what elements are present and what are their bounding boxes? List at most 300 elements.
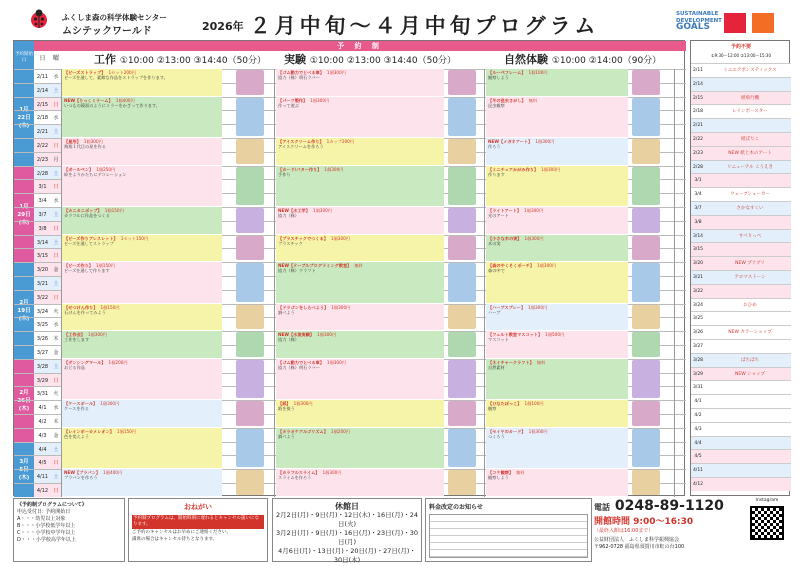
qr-box bbox=[746, 498, 788, 562]
week-start-label: 2月 26日 (木) bbox=[14, 359, 34, 442]
kousaku-program-cell[interactable] bbox=[62, 97, 222, 137]
program-price: 1個300円 bbox=[87, 332, 107, 338]
program-table bbox=[13, 40, 685, 496]
kousaku-program-cell[interactable] bbox=[62, 69, 222, 96]
reservation-band: 予 約 制 bbox=[34, 41, 686, 51]
shizen-program-cell[interactable] bbox=[486, 97, 628, 137]
address: 〒962-0728 福島県須賀川市虹の台100 bbox=[594, 544, 685, 550]
program-photo bbox=[448, 360, 476, 398]
row-dow: 水 bbox=[53, 198, 59, 205]
program-title: 【カラフルスライム】 bbox=[278, 470, 320, 476]
notes-box bbox=[13, 498, 125, 562]
jikken-program-cell[interactable] bbox=[276, 469, 444, 496]
program-title: 【ゴム動力でとべる車】 bbox=[278, 359, 324, 365]
walkin-row bbox=[691, 63, 791, 77]
kousaku-program-cell[interactable] bbox=[62, 359, 222, 399]
program-price: 1カップ200円 bbox=[326, 139, 355, 144]
walkin-row bbox=[691, 132, 791, 146]
program-photo bbox=[448, 139, 476, 164]
program-photo bbox=[448, 70, 476, 95]
program-photo bbox=[236, 98, 264, 136]
program-price: 1個150円 bbox=[100, 304, 120, 310]
row-date: 3/1 bbox=[38, 184, 47, 191]
walkin-row bbox=[691, 77, 791, 91]
row-date: 2/11 bbox=[36, 74, 49, 80]
contact-box bbox=[594, 498, 742, 562]
notes-line: A・・・幼児以上対象 bbox=[17, 516, 66, 522]
program-desc: 観察しよう bbox=[488, 475, 509, 481]
row-dow: 土 bbox=[53, 474, 59, 481]
week-start-label: 3月 5日 (木) bbox=[14, 442, 34, 497]
program-photo bbox=[236, 167, 264, 205]
shizen-program-cell[interactable] bbox=[486, 331, 628, 358]
walkin-title: 予約不要 bbox=[730, 44, 751, 50]
walkin-date: 4/3 bbox=[694, 426, 702, 432]
shizen-program-cell[interactable] bbox=[486, 166, 628, 206]
row-dow: 月 bbox=[53, 156, 59, 163]
program-price: 1個300円 bbox=[528, 428, 548, 434]
shizen-program-cell[interactable] bbox=[486, 359, 628, 399]
program-title: 【小さな木の実】 bbox=[488, 235, 522, 241]
program-title: 【アイスクリーム作り】 bbox=[278, 139, 324, 144]
walkin-row bbox=[691, 270, 791, 284]
walkin-column bbox=[690, 40, 790, 496]
shizen-program-cell[interactable] bbox=[486, 304, 628, 331]
kousaku-program-cell[interactable] bbox=[62, 400, 222, 427]
row-dow: 日 bbox=[53, 253, 59, 260]
program-title: NEW【テーブルプログラミング教室】 bbox=[278, 263, 352, 269]
walkin-date: 4/11 bbox=[692, 468, 704, 474]
program-price: 1個300円 bbox=[83, 139, 103, 144]
walkin-date: 3/27 bbox=[692, 344, 704, 349]
walkin-header bbox=[691, 41, 791, 63]
onegai-title: おねがい bbox=[184, 503, 212, 511]
row-date: 2/23 bbox=[36, 156, 49, 163]
walkin-row bbox=[691, 477, 791, 491]
row-dow: 水 bbox=[53, 405, 59, 412]
row-date: 2/22 bbox=[36, 143, 49, 149]
program-price: 1個300円 bbox=[524, 235, 544, 241]
program-desc: 協力（株）明石ラバー bbox=[278, 365, 320, 370]
row-dow: 水 bbox=[53, 115, 59, 122]
walkin-row bbox=[691, 422, 791, 436]
jikken-program-cell[interactable] bbox=[276, 359, 444, 399]
walkin-row bbox=[691, 339, 791, 353]
program-photo bbox=[448, 236, 476, 261]
program-desc: 作ろう bbox=[488, 144, 501, 150]
program-price: 1個150円 bbox=[116, 428, 137, 434]
walkin-row bbox=[691, 284, 791, 298]
holiday-line: 3月2日(月)・9日(月)・16日(月)・23日(月)・30日(月) bbox=[276, 529, 419, 546]
page-header bbox=[0, 0, 800, 40]
walkin-date: 4/2 bbox=[694, 413, 702, 418]
program-photo bbox=[632, 139, 660, 164]
program-photo bbox=[632, 263, 660, 301]
walkin-date: 2/23 bbox=[692, 150, 704, 156]
walkin-date: 3/29 bbox=[692, 371, 704, 377]
walkin-date: 2/11 bbox=[692, 68, 704, 73]
kousaku-program-cell[interactable] bbox=[62, 331, 222, 358]
program-title: 【紙】 bbox=[278, 401, 291, 407]
program-price: 1個400円 bbox=[103, 470, 123, 476]
page-title bbox=[202, 10, 599, 40]
holiday-line: 4月6日(月)・13日(月)・20日(月)・27日(月)・30日(木) bbox=[278, 547, 416, 564]
row-dow: 土 bbox=[53, 170, 59, 177]
row-dow: 金 bbox=[53, 267, 59, 274]
fees-title: 料金改定のお知らせ bbox=[429, 504, 483, 511]
program-price: 無料 bbox=[354, 263, 363, 269]
program-price: 無料 bbox=[536, 359, 546, 365]
kousaku-program-cell[interactable] bbox=[62, 262, 222, 302]
column-divider bbox=[674, 69, 675, 497]
program-price: 1個200円 bbox=[108, 359, 128, 365]
walkin-row bbox=[691, 311, 791, 325]
phone-number: 0248-89-1120 bbox=[614, 498, 724, 514]
program-desc: スライムを作ろう bbox=[278, 475, 312, 481]
row-dow: 土 bbox=[53, 87, 59, 94]
program-title: 【レインボーカメレオン】 bbox=[64, 428, 114, 434]
program-price: 1個500円 bbox=[545, 332, 565, 338]
col-jikken-label: 実験 bbox=[284, 53, 306, 66]
jikken-program-cell[interactable] bbox=[276, 400, 444, 427]
row-dow: 火 bbox=[53, 391, 59, 398]
program-title: 【ミニチュアかがみ作り】 bbox=[488, 166, 539, 172]
shizen-program-cell[interactable] bbox=[486, 138, 628, 165]
jikken-program-cell[interactable] bbox=[276, 262, 444, 302]
walkin-row bbox=[691, 187, 791, 201]
row-dow: 日 bbox=[53, 488, 59, 494]
program-price: 1個150円 bbox=[95, 263, 115, 269]
row-dow: 水 bbox=[53, 322, 59, 329]
jikken-program-cell[interactable] bbox=[276, 235, 444, 262]
sdg-goals: GOALS bbox=[676, 22, 710, 32]
col-kousaku-label: 工作 bbox=[94, 53, 116, 66]
program-photo bbox=[632, 236, 660, 261]
notes-line: B・・・小学校低学年以上 bbox=[17, 523, 76, 529]
walkin-date: 4/5 bbox=[694, 454, 702, 460]
row-dow: 日 bbox=[53, 143, 59, 149]
qr-code-icon bbox=[750, 506, 784, 540]
qr-label: Instagram bbox=[755, 498, 779, 503]
shizen-program-cell[interactable] bbox=[486, 207, 628, 234]
program-title: 【ドラゴンをしらべよう】 bbox=[278, 304, 329, 310]
program-price: 1個300円 bbox=[326, 70, 346, 75]
row-date: 4/5 bbox=[38, 460, 47, 467]
fees-table bbox=[429, 514, 588, 558]
program-photo bbox=[632, 470, 660, 495]
sdg-line1: SUSTAINABLE bbox=[676, 11, 719, 17]
walkin-date: 2/18 bbox=[692, 109, 704, 115]
program-photo bbox=[448, 332, 476, 357]
column-divider bbox=[484, 69, 485, 497]
program-price: 1個300円 bbox=[324, 166, 344, 172]
program-photo bbox=[448, 208, 476, 233]
jikken-program-cell[interactable] bbox=[276, 138, 444, 165]
program-title: 【プラスチックでつくる】 bbox=[278, 235, 328, 241]
program-title: NEW【メガネアート】 bbox=[488, 139, 533, 144]
program-price: 1個300円 bbox=[317, 332, 337, 338]
program-photo bbox=[632, 332, 660, 357]
program-photo bbox=[236, 429, 264, 467]
walkin-date: 3/31 bbox=[692, 385, 704, 391]
program-photo bbox=[448, 470, 476, 495]
program-photo bbox=[632, 70, 660, 95]
program-price: 1個300円 bbox=[322, 470, 342, 476]
program-desc: カラフルに作品をつくる bbox=[64, 213, 110, 219]
program-title: 【フェルト教室マスコット】 bbox=[488, 332, 543, 338]
program-price: 無料 bbox=[528, 97, 538, 103]
jikken-program-cell[interactable] bbox=[276, 428, 444, 468]
walkin-item: 紙ぼりこ bbox=[741, 137, 759, 142]
walkin-row bbox=[691, 367, 791, 381]
program-photo bbox=[236, 208, 264, 233]
walkin-date: 3/21 bbox=[692, 275, 704, 280]
column-divider bbox=[274, 69, 275, 497]
walkin-date: 4/12 bbox=[692, 482, 704, 487]
walkin-item: すべりっぺ bbox=[738, 233, 762, 239]
program-desc: プラスチック bbox=[278, 240, 303, 246]
program-desc: 調べよう bbox=[278, 434, 295, 439]
program-photo bbox=[236, 360, 264, 398]
program-desc: 観察 bbox=[488, 406, 497, 412]
program-grid bbox=[14, 69, 686, 497]
program-price: 1個300円 bbox=[541, 166, 561, 172]
program-title: 【ライトアート】 bbox=[488, 208, 522, 213]
program-desc: 工作をします bbox=[64, 337, 90, 343]
row-dow: 土 bbox=[53, 212, 59, 218]
program-photo bbox=[448, 263, 476, 301]
program-desc: 紙を使う bbox=[278, 406, 295, 412]
opening-hours: 開館時間 9:00～16:30 bbox=[594, 517, 694, 527]
walkin-date: 2/28 bbox=[692, 164, 704, 170]
program-price: 1個300円 bbox=[537, 263, 557, 269]
walkin-date: 3/14 bbox=[692, 233, 704, 239]
jikken-program-cell[interactable] bbox=[276, 207, 444, 234]
program-desc: 昆虫観察 bbox=[488, 102, 505, 108]
program-photo bbox=[236, 305, 264, 330]
program-price: 無料 bbox=[516, 470, 525, 476]
kousaku-program-cell[interactable] bbox=[62, 138, 222, 165]
jikken-program-cell[interactable] bbox=[276, 304, 444, 331]
row-dow: 土 bbox=[53, 281, 59, 287]
shizen-program-cell[interactable] bbox=[486, 400, 628, 427]
walkin-row bbox=[691, 436, 791, 450]
program-title: 【カラオケアルゴリズム】 bbox=[278, 428, 328, 434]
program-photo bbox=[448, 429, 476, 467]
walkin-item: ミニエアポンスティックス bbox=[723, 68, 777, 73]
program-desc: ケースを作る bbox=[64, 406, 89, 412]
program-title: 【パーツ製作】 bbox=[278, 97, 308, 103]
walkin-row bbox=[691, 91, 791, 105]
program-price: 1個300円 bbox=[331, 304, 351, 310]
program-title: 【星形】 bbox=[64, 139, 81, 144]
walkin-date: 2/15 bbox=[692, 95, 704, 101]
walkin-item: アロマストーン bbox=[734, 275, 766, 280]
col-shizen-label: 自然体験 bbox=[504, 53, 548, 66]
walkin-row bbox=[691, 146, 791, 160]
program-photo bbox=[236, 401, 264, 426]
program-desc: 飛翔１代目の星を作る bbox=[64, 144, 106, 150]
shizen-program-cell[interactable] bbox=[486, 428, 628, 468]
walkin-row bbox=[691, 201, 791, 215]
kousaku-program-cell[interactable] bbox=[62, 235, 222, 262]
date-header: 日 bbox=[39, 55, 46, 62]
walkin-item: ぱちぱち bbox=[741, 357, 759, 363]
walkin-date: 4/4 bbox=[694, 440, 702, 446]
walkin-row bbox=[691, 229, 791, 243]
program-photo bbox=[632, 429, 660, 467]
walkin-row bbox=[691, 215, 791, 229]
kousaku-program-cell[interactable] bbox=[62, 428, 222, 468]
walkin-date: 2/22 bbox=[692, 137, 704, 142]
phone-label: 電話 bbox=[594, 503, 610, 512]
col-jikken-times: ①10:00 ②13:00 ③14:40（50分） bbox=[309, 56, 457, 66]
kousaku-program-cell[interactable] bbox=[62, 469, 222, 496]
row-date: 4/11 bbox=[36, 474, 49, 481]
program-price: 1個100円 bbox=[528, 70, 548, 75]
row-dow: 金 bbox=[53, 350, 59, 356]
walkin-date: 3/25 bbox=[692, 316, 704, 322]
row-date: 3/27 bbox=[36, 350, 49, 356]
program-title: 【ダンシングマール】 bbox=[64, 359, 106, 365]
program-desc: 作ります bbox=[488, 171, 505, 177]
walkin-item: ウェーブシェーカー bbox=[730, 192, 770, 198]
row-dow: 土 bbox=[53, 446, 59, 453]
program-photo bbox=[632, 305, 660, 330]
program-desc: 協力（株）クラフト bbox=[278, 268, 316, 274]
walkin-item: NEW プリプリ bbox=[735, 261, 765, 267]
program-desc: 石けんを作ってみよう bbox=[64, 309, 106, 315]
program-desc: 色を変えよう bbox=[64, 434, 90, 439]
walkin-item: さかなすくい bbox=[736, 206, 764, 211]
walkin-item: 紙飛行機 bbox=[741, 95, 759, 101]
jikken-program-cell[interactable] bbox=[276, 331, 444, 358]
program-desc: ビーズを通して、素敵な作品をストラップを作ります。 bbox=[64, 75, 168, 81]
program-title: 【森のやくそくポーチ】 bbox=[488, 263, 535, 269]
kousaku-program-cell[interactable] bbox=[62, 207, 222, 234]
walkin-date: 3/26 bbox=[692, 330, 704, 336]
shizen-program-cell[interactable] bbox=[486, 69, 628, 96]
walkin-row bbox=[691, 118, 791, 132]
walkin-row bbox=[691, 325, 791, 339]
program-desc: 協力（株）明石ラバー bbox=[278, 75, 320, 81]
row-date: 3/20 bbox=[36, 267, 49, 274]
sdg-goal11-icon bbox=[752, 13, 774, 33]
row-dow: 日 bbox=[53, 377, 59, 384]
shizen-program-cell[interactable] bbox=[486, 235, 628, 262]
kousaku-program-cell[interactable] bbox=[62, 304, 222, 331]
program-title: 【カード/バター作り】 bbox=[278, 166, 322, 172]
jikken-program-cell[interactable] bbox=[276, 97, 444, 137]
org-name-line2: ムシテックワールド bbox=[62, 26, 152, 37]
program-price: 1個300円 bbox=[524, 208, 544, 213]
program-photo bbox=[632, 360, 660, 398]
walkin-row bbox=[691, 256, 791, 270]
shizen-program-cell[interactable] bbox=[486, 469, 628, 496]
program-title: 【コケ観察】 bbox=[488, 470, 514, 476]
program-photo bbox=[236, 332, 264, 357]
program-title: NEW【水工学】 bbox=[278, 208, 310, 213]
week-start-label: 1月 22日 (木) bbox=[14, 69, 34, 166]
program-price: 1個150円 bbox=[104, 208, 124, 213]
row-date: 3/22 bbox=[36, 294, 49, 301]
program-title: 【カニカニポップ】 bbox=[64, 208, 102, 213]
walkin-date: 3/15 bbox=[692, 247, 704, 253]
program-price: 1セット150円 bbox=[120, 235, 149, 241]
walkin-date: 3/28 bbox=[692, 357, 704, 363]
walkin-item: NEW ショップ bbox=[735, 371, 765, 377]
shizen-program-cell[interactable] bbox=[486, 262, 628, 302]
row-date: 4/4 bbox=[38, 446, 47, 453]
col-kousaku-times: ①10:00 ②13:00 ③14:40（50分） bbox=[119, 56, 267, 66]
program-desc: ハーブ bbox=[488, 309, 501, 315]
row-date: 2/28 bbox=[36, 170, 49, 177]
program-photo bbox=[236, 139, 264, 164]
program-desc: つくろう bbox=[488, 434, 505, 439]
jikken-program-cell[interactable] bbox=[276, 69, 444, 96]
row-date: 3/15 bbox=[36, 253, 49, 260]
program-price: 1個100円 bbox=[524, 401, 544, 407]
walkin-date: 3/8 bbox=[694, 219, 702, 225]
program-desc: アイスクリームを作ろう bbox=[278, 144, 324, 150]
program-desc: 作って遊ぶ bbox=[278, 102, 299, 108]
program-desc: いつもの鏡面のようにミラーをかざって作ります。 bbox=[64, 102, 160, 108]
program-title: 【工作会】 bbox=[64, 332, 85, 338]
row-dow: 土 bbox=[53, 363, 59, 370]
week-start-label: 1月 29日 (木) bbox=[14, 166, 34, 263]
onegai-box bbox=[128, 498, 268, 562]
program-price: 1個250円 bbox=[96, 166, 116, 172]
walkin-item: NEW カラーショップ bbox=[728, 330, 772, 336]
walkin-date: 2/14 bbox=[692, 81, 704, 87]
program-title: 【セイヤのカード】 bbox=[488, 428, 526, 434]
walkin-date: 3/1 bbox=[694, 178, 702, 184]
program-desc: 自然素材 bbox=[488, 365, 505, 370]
holiday-title: 休館日 bbox=[335, 502, 359, 511]
walkin-date: 2/21 bbox=[692, 123, 704, 129]
holiday-box bbox=[272, 498, 422, 562]
row-dow: 日 bbox=[53, 294, 59, 301]
program-title: 【せつけん作り】 bbox=[64, 304, 98, 310]
col-header-jikken bbox=[284, 51, 456, 69]
program-title: 【ケースボール】 bbox=[64, 401, 98, 407]
program-desc: 協力（株） bbox=[278, 337, 299, 343]
jikken-program-cell[interactable] bbox=[276, 166, 444, 206]
notes-title: 《予約制プログラムについて》 bbox=[17, 502, 87, 508]
program-title: NEW【りっくミラーム】 bbox=[64, 97, 113, 103]
row-dow: 土 bbox=[53, 239, 59, 246]
week-start-label: 2月 19日 (木) bbox=[14, 262, 34, 359]
program-desc: 絵をよりかたちにデコレーション bbox=[64, 171, 127, 177]
walkin-times: ①9:30～12:00 ②13:00～15:30 bbox=[710, 53, 771, 58]
walkin-row bbox=[691, 394, 791, 408]
program-desc: 光のアート bbox=[488, 213, 509, 219]
row-date: 4/12 bbox=[36, 488, 49, 494]
row-dow: 日 bbox=[53, 460, 59, 467]
kousaku-program-cell[interactable] bbox=[62, 166, 222, 206]
program-desc: 調べよう bbox=[278, 309, 295, 315]
row-date: 2/21 bbox=[36, 129, 49, 136]
program-photo bbox=[236, 70, 264, 95]
row-date: 3/25 bbox=[36, 322, 49, 329]
program-price: 1個300円 bbox=[100, 401, 120, 407]
program-title: 【ひなたぼっこ】 bbox=[488, 401, 522, 407]
row-dow: 水 bbox=[53, 74, 59, 80]
walkin-item: レインボースター bbox=[732, 109, 768, 115]
program-desc: おどる作品 bbox=[64, 365, 85, 370]
row-date: 2/18 bbox=[36, 115, 49, 122]
sdg-goal4-icon bbox=[724, 13, 746, 33]
